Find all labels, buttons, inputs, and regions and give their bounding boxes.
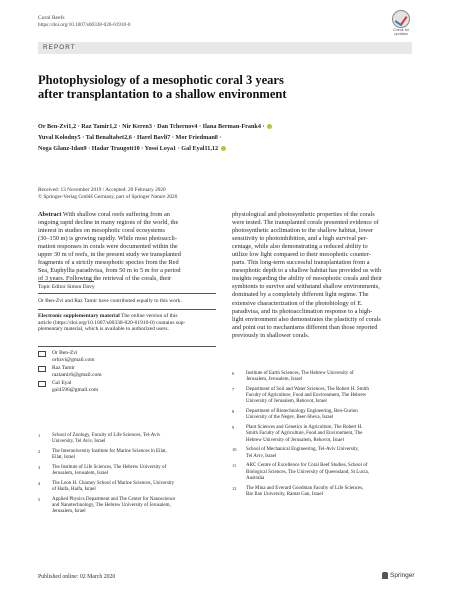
author-line: Yuval Kolodny5 · Tal Benaltabet2,6 · Harel Bavli7 · Mor Friedman8 ·	[38, 134, 222, 141]
divider	[38, 309, 216, 310]
abstract-line: parts. This long-term successful transplantation from a	[232, 259, 370, 267]
abstract-left	[38, 211, 216, 283]
crossmark-icon	[392, 10, 410, 28]
published-online: Published online: 02 March 2020	[38, 574, 116, 580]
abstract-line: and point out to mechanisms different than those reported	[232, 323, 378, 331]
affiliation: 2 The Interuniversity Institute for Marine Sciences in Eilat, Eilat, Israel	[38, 449, 167, 461]
abstract-line: were tested. The transplanted corals presented evidence of	[232, 219, 379, 227]
abstract-line: mation responses in corals were documented within the	[38, 243, 178, 251]
affiliation: 4 The Leon H. Charney School of Marine Sciences, University of Haifa, Haifa, Israel	[38, 481, 175, 493]
envelope-icon	[38, 351, 46, 357]
abstract-line: ongoing rapid decline in many regions of the world, the	[38, 219, 179, 227]
abstract-line: extensive characterization of the photobiology of E.	[232, 299, 363, 307]
article-title	[38, 73, 418, 101]
abstract-right	[232, 211, 412, 340]
abstract-line: of 3 years. Following the retrieval of the corals, their	[38, 275, 172, 283]
abstract-line: photosynthetic acclimation to the shallow habitat, lower	[232, 227, 374, 235]
corr-entry: Raz Tamir raztamir6@gmail.com	[38, 365, 216, 378]
affiliation: 12 The Mina and Everard Goodman Faculty of Life Sciences, Bar Ilan University, Ramat Gan, Israel	[232, 485, 364, 497]
title-line: Photophysiology of a mesophotic coral 3 years	[38, 73, 284, 87]
affiliations-right	[232, 371, 412, 502]
affiliation: 7 Department of Soil and Water Sciences, The Robert H. Smith Faculty of Agriculture, Food and Environment, The Hebrew University of Jerusalem, Rehovot, Israel	[232, 387, 369, 405]
correspondence	[38, 350, 216, 396]
affiliation: 10 School of Mechanical Engineering, Tel-Aviv University, Tel Aviv, Israel	[232, 447, 359, 459]
abstract-line: Abstract With shallow coral reefs suffering from an	[38, 211, 170, 218]
corr-entry: Or Ben-Zvi orbzvi@gmail.com	[38, 350, 216, 363]
email-link[interactable]: raztamir6@gmail.com	[52, 371, 102, 378]
topic-editor: Topic Editor Simon Davy	[38, 284, 95, 290]
abstract-line: insights regarding the ability of mesophotic corals and their	[232, 275, 383, 283]
author-line: Noga Glanz-Idan9 · Hadar Traugott10 · Yossi Loya1 · Gal Eyal11,12	[38, 143, 410, 154]
divider	[38, 293, 216, 294]
copyright-notice: © Springer-Verlag GmbH Germany, part of Springer Nature 2020	[38, 194, 178, 200]
esm-link[interactable]: article (https://doi.org/10.1007/s00338-020-01910-0) contains sup-	[38, 319, 186, 326]
orcid-icon[interactable]	[221, 146, 226, 151]
abstract-line: fragments of a strictly mesophotic species from the Red	[38, 259, 179, 267]
title-line: after transplantation to a shallow environment	[38, 87, 287, 102]
section-label: REPORT	[43, 44, 76, 51]
abstract-line: physiological and photosynthetic properties of the corals	[232, 211, 375, 218]
divider	[38, 281, 94, 282]
envelope-icon	[38, 366, 46, 372]
affiliation: 9 Plant Sciences and Genetics in Agriculture, The Robert H. Smith Faculty of Agriculture, Food and Environment, The Hebrew University of Jerusalem, Rehovot, Israel	[232, 425, 363, 443]
abstract-line: previously in shallower corals.	[232, 331, 310, 339]
divider	[38, 346, 216, 347]
abstract-line: dominated by a completely different light regime. The	[232, 291, 369, 299]
author-list	[38, 121, 410, 154]
abstract-line: paradivisa, and its photoacclimation response to a high-	[232, 307, 373, 315]
orcid-icon[interactable]	[267, 124, 272, 129]
journal-name: Coral Reefs	[38, 15, 65, 21]
abstract-line: centage, while also demonstrating a reduced ability to	[232, 243, 368, 251]
abstract-line: Sea, Euphyllia paradivisa, from 50 m to 5 m for a period	[38, 267, 181, 275]
contribution-note: Or Ben-Zvi and Raz Tamir have contributed equally to this work.	[38, 298, 182, 304]
section-bar	[38, 42, 412, 54]
abstract-line: sensitivity to photoinhibition, and a high survival per-	[232, 235, 368, 243]
abstract-label: Abstract	[38, 211, 62, 218]
esm-label: Electronic supplementary material	[38, 313, 120, 319]
received-accepted-dates: Received: 13 November 2019 / Accepted: 20 February 2020	[38, 187, 166, 193]
author-line: Or Ben-Zvi1,2 · Raz Tamir1,2 · Nir Keren3 · Dan Tchernov4 · Ilana Berman-Frank4 ·	[38, 121, 410, 132]
abstract-line: interest in studies on mesophotic coral ecosystems	[38, 227, 165, 235]
email-link[interactable]: orbzvi@gmail.com	[52, 356, 95, 363]
affiliations-left	[38, 433, 216, 519]
abstract-line: mesophotic depth to a shallow habitat has provided us with	[232, 267, 382, 275]
abstract-line: utilize low light compared to their mesophotic counter-	[232, 251, 371, 259]
abstract-line: upper 30 m of reefs, in the present study we transplanted	[38, 251, 181, 259]
affiliation: 11 ARC Centre of Excellence for Coral Reef Studies, School of Biological Sciences, The University of Queensland, St Lucia, Australia	[232, 463, 369, 481]
crossmark-badge[interactable]	[388, 10, 414, 40]
envelope-icon	[38, 381, 46, 387]
supplementary-note: Electronic supplementary material The online version of this article (https://doi.org/10.1007/s00338-020-01910-0) contains sup- plementary material, which is available to authorized users.	[38, 313, 216, 333]
email-link[interactable]: gal4596@gmail.com	[52, 386, 99, 393]
abstract-line: light environment also demonstrates the plasticity of corals	[232, 315, 381, 323]
doi-link[interactable]: https://doi.org/10.1007/s00338-020-01910-0	[38, 22, 131, 28]
abstract-line: (30–150 m) is growing rapidly. While most photoaccli-	[38, 235, 178, 243]
affiliation: 8 Department of Biotechnology Engineering, Ben-Gurion University of the Negev, Beer-Sheva, Israel	[232, 409, 358, 421]
crossmark-label: Check for updates	[392, 28, 410, 37]
affiliation: 6 Institute of Earth Sciences, The Hebrew University of Jerusalem, Jerusalem, Israel	[232, 371, 354, 383]
affiliation: 1 School of Zoology, Faculty of Life Sciences, Tel-Aviv University, Tel Aviv, Israel	[38, 433, 161, 445]
publisher-logo: Springer	[382, 572, 415, 579]
affiliation: 3 The Institute of Life Sciences, The Hebrew University of Jerusalem, Jerusalem, Israel	[38, 465, 167, 477]
springer-horse-icon	[382, 572, 388, 579]
corr-entry: Gal Eyal gal4596@gmail.com	[38, 380, 216, 393]
abstract-line: symbionts to survive and withstand shallow environments,	[232, 283, 380, 291]
affiliation: 5 Applied Physics Department and The Center for Nanoscience and Nanotechnology, The Hebrew University of Jerusalem, Jerusalem, Israel	[38, 497, 176, 515]
